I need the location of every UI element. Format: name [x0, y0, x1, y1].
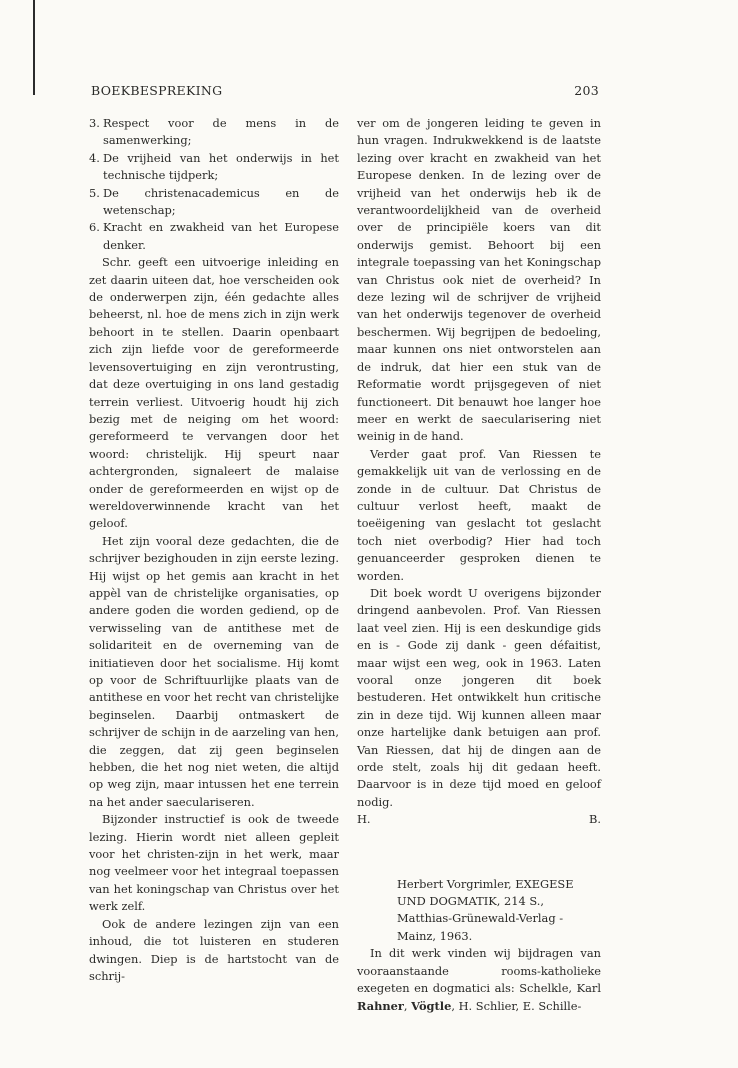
signature-initial: H. — [357, 812, 371, 827]
section-title: BOEKBESPREKING — [91, 83, 223, 98]
right-column — [357, 115, 601, 1015]
list-item: 6. Kracht en zwakheid van het Europese denker. — [89, 220, 339, 252]
book-reference: Herbert Vorgrimler, EXEGESE UND DOGMATIK, 214 S., Matthias-Grünewald-Verlag - Mainz, 1963. — [397, 876, 574, 943]
list-item: 3. Respect voor de mens in de samenwerking; — [89, 116, 339, 148]
list-item: 5. De christenacademicus en de wetenschap; — [89, 185, 339, 218]
running-header — [91, 83, 599, 101]
page-number: 203 — [574, 83, 599, 98]
left-column — [89, 115, 339, 985]
paragraph: Ook de andere lezingen zijn van een inhoud, die tot luisteren en studeren dwingen. Diep is de hartstocht van de schrij- — [89, 916, 339, 983]
binding-edge — [33, 0, 35, 95]
paragraph: ver om de jongeren leiding te geven in hun vragen. Indrukwekkend is de laatste lezing over kracht en zwakheid van het Europese denken. In de lezing over de vrijheid van het onderwijs heb ik de verantwoordelijkheid van de overheid over de principiële koers van dit onderwijs gemist. Behoort bij een integrale toepassing van het Koningschap van Christus ook niet de overheid? In deze lezing wil de schrijver de vrijheid van het onderwijs tegenover de overheid beschermen. Wij begrijpen de bedoeling, maar kunnen ons niet ontworstelen aan de indruk, dat hier een stuk van de Reformatie wordt prijsgegeven of niet functioneert. Dit benauwt hoe langer hoe meer en werkt de saecularisering niet weinig in de hand. — [357, 116, 601, 444]
author-name: Rahner — [357, 998, 404, 1013]
reviewer-signature — [357, 811, 601, 828]
paragraph: Verder gaat prof. Van Riessen te gemakkelijk uit van de verlossing en de zonde in de cultuur. Dat Christus de cultuur verlost heeft, maakt de toeëigening van geslacht tot geslacht toch niet overbodig? Hier had toch genuanceerder gesproken dienen te worden. — [357, 446, 601, 583]
paragraph: Het zijn vooral deze gedachten, die de schrijver bezighouden in zijn eerste lezing. Hij wijst op het gemis aan kracht in het appèl van de christelijke organisaties, op andere goden die worden gediend, op de verwisseling van de antithese met de solidariteit en de overneming van de initiatieven door het socialisme. Hij komt op voor de Schriftuurlijke plaats van de antithese en voor het recht van christelijke beginselen. Daarbij ontmaskert de schrijver de schijn in de aarzeling van hen, die zeggen, dat zij geen beginselen hebben, die het nog niet weten, die altijd op weg zijn, maar intussen het ene terrein na het ander saeculariseren. — [89, 533, 339, 809]
paragraph: Dit boek wordt U overigens bijzonder dringend aanbevolen. Prof. Van Riessen laat veel zien. Hij is een deskundige gids en is - Gode zij dank - geen défaitist, maar wijst een weg, ook in 1963. Laten vooral onze jongeren dit boek bestuderen. Het ontwikkelt hun critische zin in deze tijd. Wij kunnen alleen maar onze hartelijke dank betuigen aan prof. Van Riessen, dat hij de dingen aan de orde stelt, zoals hij dit gedaan heeft. Daarvoor is in deze tijd moed en geloof nodig. — [357, 585, 601, 809]
paragraph: Schr. geeft een uitvoerige inleiding en zet daarin uiteen dat, hoe verscheiden ook de onderwerpen zijn, één gedachte alles beheerst, nl. hoe de mens zich in zijn werk behoort in te stellen. Daarin openbaart zich zijn liefde voor de gereformeerde levensovertuiging en zijn verontrusting, dat deze overtuiging in ons land gestadig terrein verliest. Uitvoerig houdt hij zich bezig met de neiging om het woord: gereformeerd te vervangen door het woord: christelijk. Hij speurt naar achtergronden, signaleert de malaise onder de gereformeerden en wijst op de wereldoverwinnende kracht van het geloof. — [89, 255, 339, 531]
author-name: Vögtle — [411, 998, 452, 1013]
signature-initial: B. — [589, 812, 601, 827]
paragraph: Bijzonder instructief is ook de tweede lezing. Hierin wordt niet alleen gepleit voor het christen-zijn in het werk, maar nog veelmeer voor het integraal toepassen van het koningschap van Christus over het werk zelf. — [89, 812, 339, 914]
review-opening: In dit werk vinden wij bijdragen van vooraanstaande rooms-katholieke exegeten en dogmatici als: Schelkle, Karl Rahner, Vögtle, H. Schlier, E. Schille- — [357, 946, 601, 1013]
list-item: 4. De vrijheid van het onderwijs in het technische tijdperk; — [89, 150, 339, 183]
